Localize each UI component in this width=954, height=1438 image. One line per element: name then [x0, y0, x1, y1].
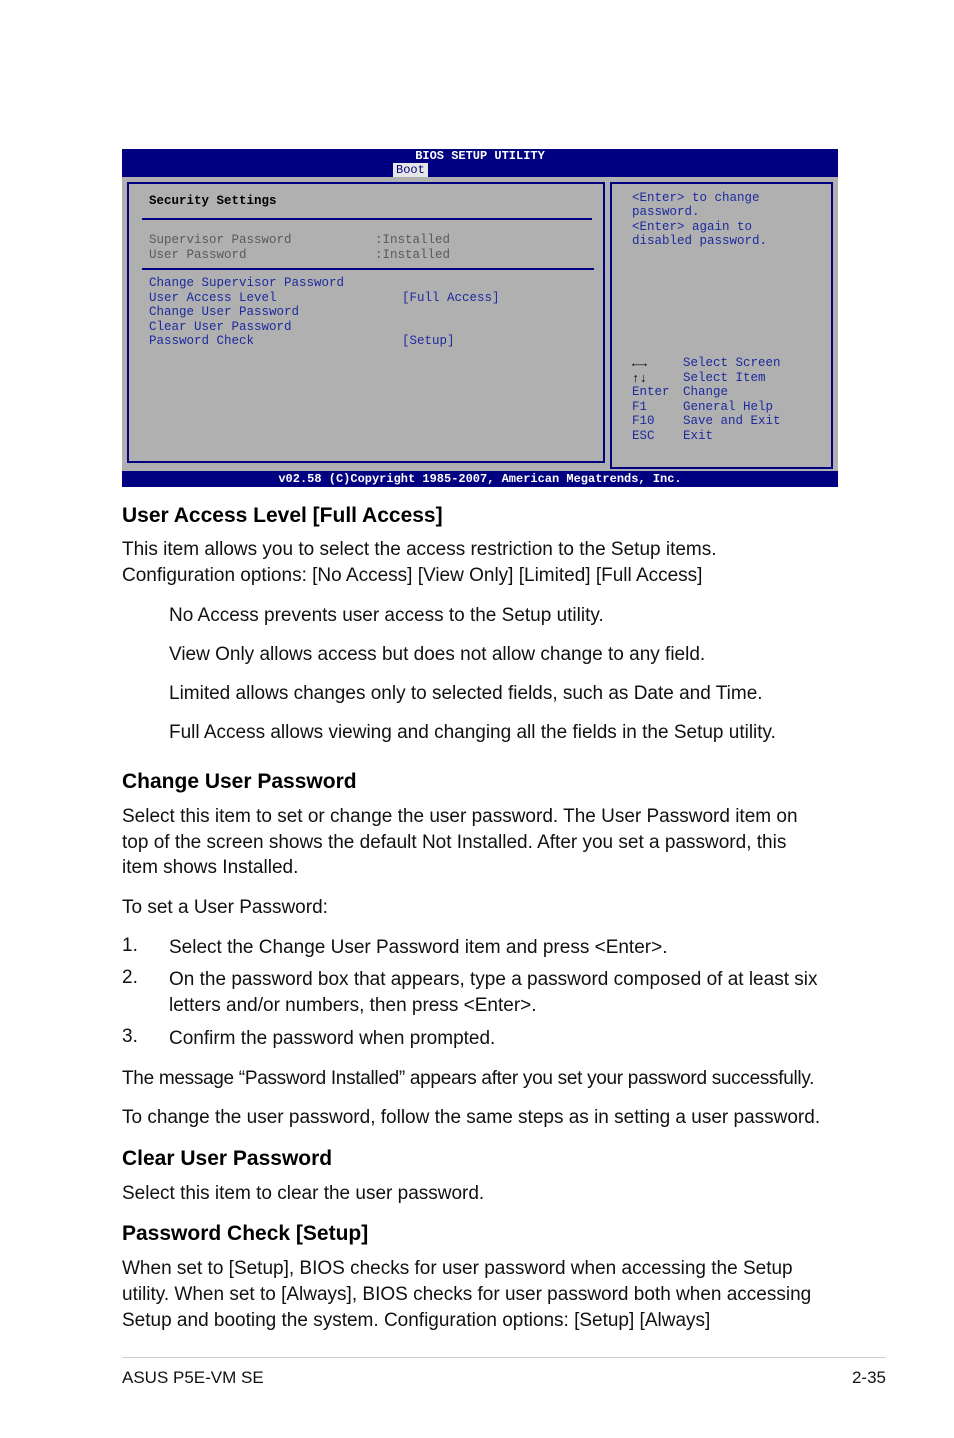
step-text: letters and/or numbers, then press <Enter>. — [169, 995, 537, 1016]
status-label: User Password — [149, 248, 247, 262]
footer-page-number: 2-35 — [851, 1368, 886, 1387]
menu-item-password-check[interactable]: Password Check — [149, 334, 255, 348]
paragraph: Select this item to clear the user password. — [122, 1183, 485, 1204]
paragraph: Select this item to set or change the user password. The User Password item on — [122, 806, 798, 827]
help-line: <Enter> again to — [632, 220, 753, 234]
paragraph: Configuration options: [No Access] [View Only] [Limited] [Full Access] — [122, 565, 703, 586]
paragraph: This item allows you to select the access restriction to the Setup items. — [122, 539, 717, 560]
step-text: Select the Change User Password item and press <Enter>. — [169, 937, 668, 958]
key-action: Select Screen — [683, 356, 781, 370]
heading-password-check: Password Check [Setup] — [122, 1222, 369, 1245]
menu-item-change-supervisor-password[interactable]: Change Supervisor Password — [149, 276, 345, 290]
bios-screenshot — [122, 149, 838, 487]
tab-boot[interactable]: Boot — [393, 163, 428, 177]
status-value: :Installed — [375, 233, 451, 247]
menu-item-clear-user-password[interactable]: Clear User Password — [149, 320, 292, 334]
key-action: Save and Exit — [683, 414, 781, 428]
step-text: On the password box that appears, type a password composed of at least six — [169, 969, 818, 990]
paragraph: To set a User Password: — [122, 897, 328, 918]
key-action: Exit — [683, 429, 714, 443]
paragraph: top of the screen shows the default Not Installed. After you set a password, this — [122, 832, 787, 853]
status-value: :Installed — [375, 248, 451, 262]
option-description: Full Access allows viewing and changing all the fields in the Setup utility. — [169, 722, 776, 743]
menu-value-user-access-level[interactable]: [Full Access] — [402, 291, 500, 305]
option-description: View Only allows access but does not allow change to any field. — [169, 644, 706, 665]
paragraph: item shows Installed. — [122, 857, 299, 878]
divider — [142, 268, 594, 270]
option-description: Limited allows changes only to selected fields, such as Date and Time. — [169, 683, 763, 704]
status-label: Supervisor Password — [149, 233, 292, 247]
left-right-arrows-icon: ←→ — [632, 357, 648, 371]
help-line: password. — [632, 205, 700, 219]
menu-value-password-check[interactable]: [Setup] — [402, 334, 455, 348]
paragraph: utility. When set to [Always], BIOS checks for user password both when accessing — [122, 1284, 812, 1305]
paragraph: Setup and booting the system. Configuration options: [Setup] [Always] — [122, 1310, 711, 1331]
key-label: ESC — [632, 429, 655, 443]
heading-clear-user-password: Clear User Password — [122, 1147, 333, 1170]
help-line: <Enter> to change — [632, 191, 760, 205]
step-number: 2. — [122, 967, 138, 988]
option-description: No Access prevents user access to the Setup utility. — [169, 605, 604, 626]
menu-item-change-user-password[interactable]: Change User Password — [149, 305, 300, 319]
step-number: 3. — [122, 1026, 138, 1047]
heading-user-access-level: User Access Level [Full Access] — [122, 504, 443, 527]
key-label: F1 — [632, 400, 648, 414]
paragraph: To change the user password, follow the same steps as in setting a user password. — [122, 1107, 821, 1128]
key-action: General Help — [683, 400, 774, 414]
footer-product-name: ASUS P5E-VM SE — [122, 1368, 264, 1387]
step-number: 1. — [122, 935, 138, 956]
heading-change-user-password: Change User Password — [122, 770, 357, 793]
key-action: Select Item — [683, 371, 766, 385]
key-label: F10 — [632, 414, 655, 428]
step-text: Confirm the password when prompted. — [169, 1028, 496, 1049]
divider — [142, 218, 592, 220]
footer-divider — [122, 1357, 886, 1358]
help-line: disabled password. — [632, 234, 768, 248]
key-label: Enter — [632, 385, 670, 399]
bios-tab-bar — [122, 163, 838, 177]
section-title: Security Settings — [149, 194, 277, 208]
menu-item-user-access-level[interactable]: User Access Level — [149, 291, 277, 305]
bios-title: BIOS SETUP UTILITY — [122, 149, 838, 163]
bios-footer: v02.58 (C)Copyright 1985-2007, American Megatrends, Inc. — [122, 471, 838, 487]
up-down-arrows-icon: ↑↓ — [632, 372, 648, 386]
key-action: Change — [683, 385, 729, 399]
paragraph: When set to [Setup], BIOS checks for user password when accessing the Setup — [122, 1258, 793, 1279]
paragraph: The message “Password Installed” appears after you set your password successfully. — [122, 1068, 815, 1089]
